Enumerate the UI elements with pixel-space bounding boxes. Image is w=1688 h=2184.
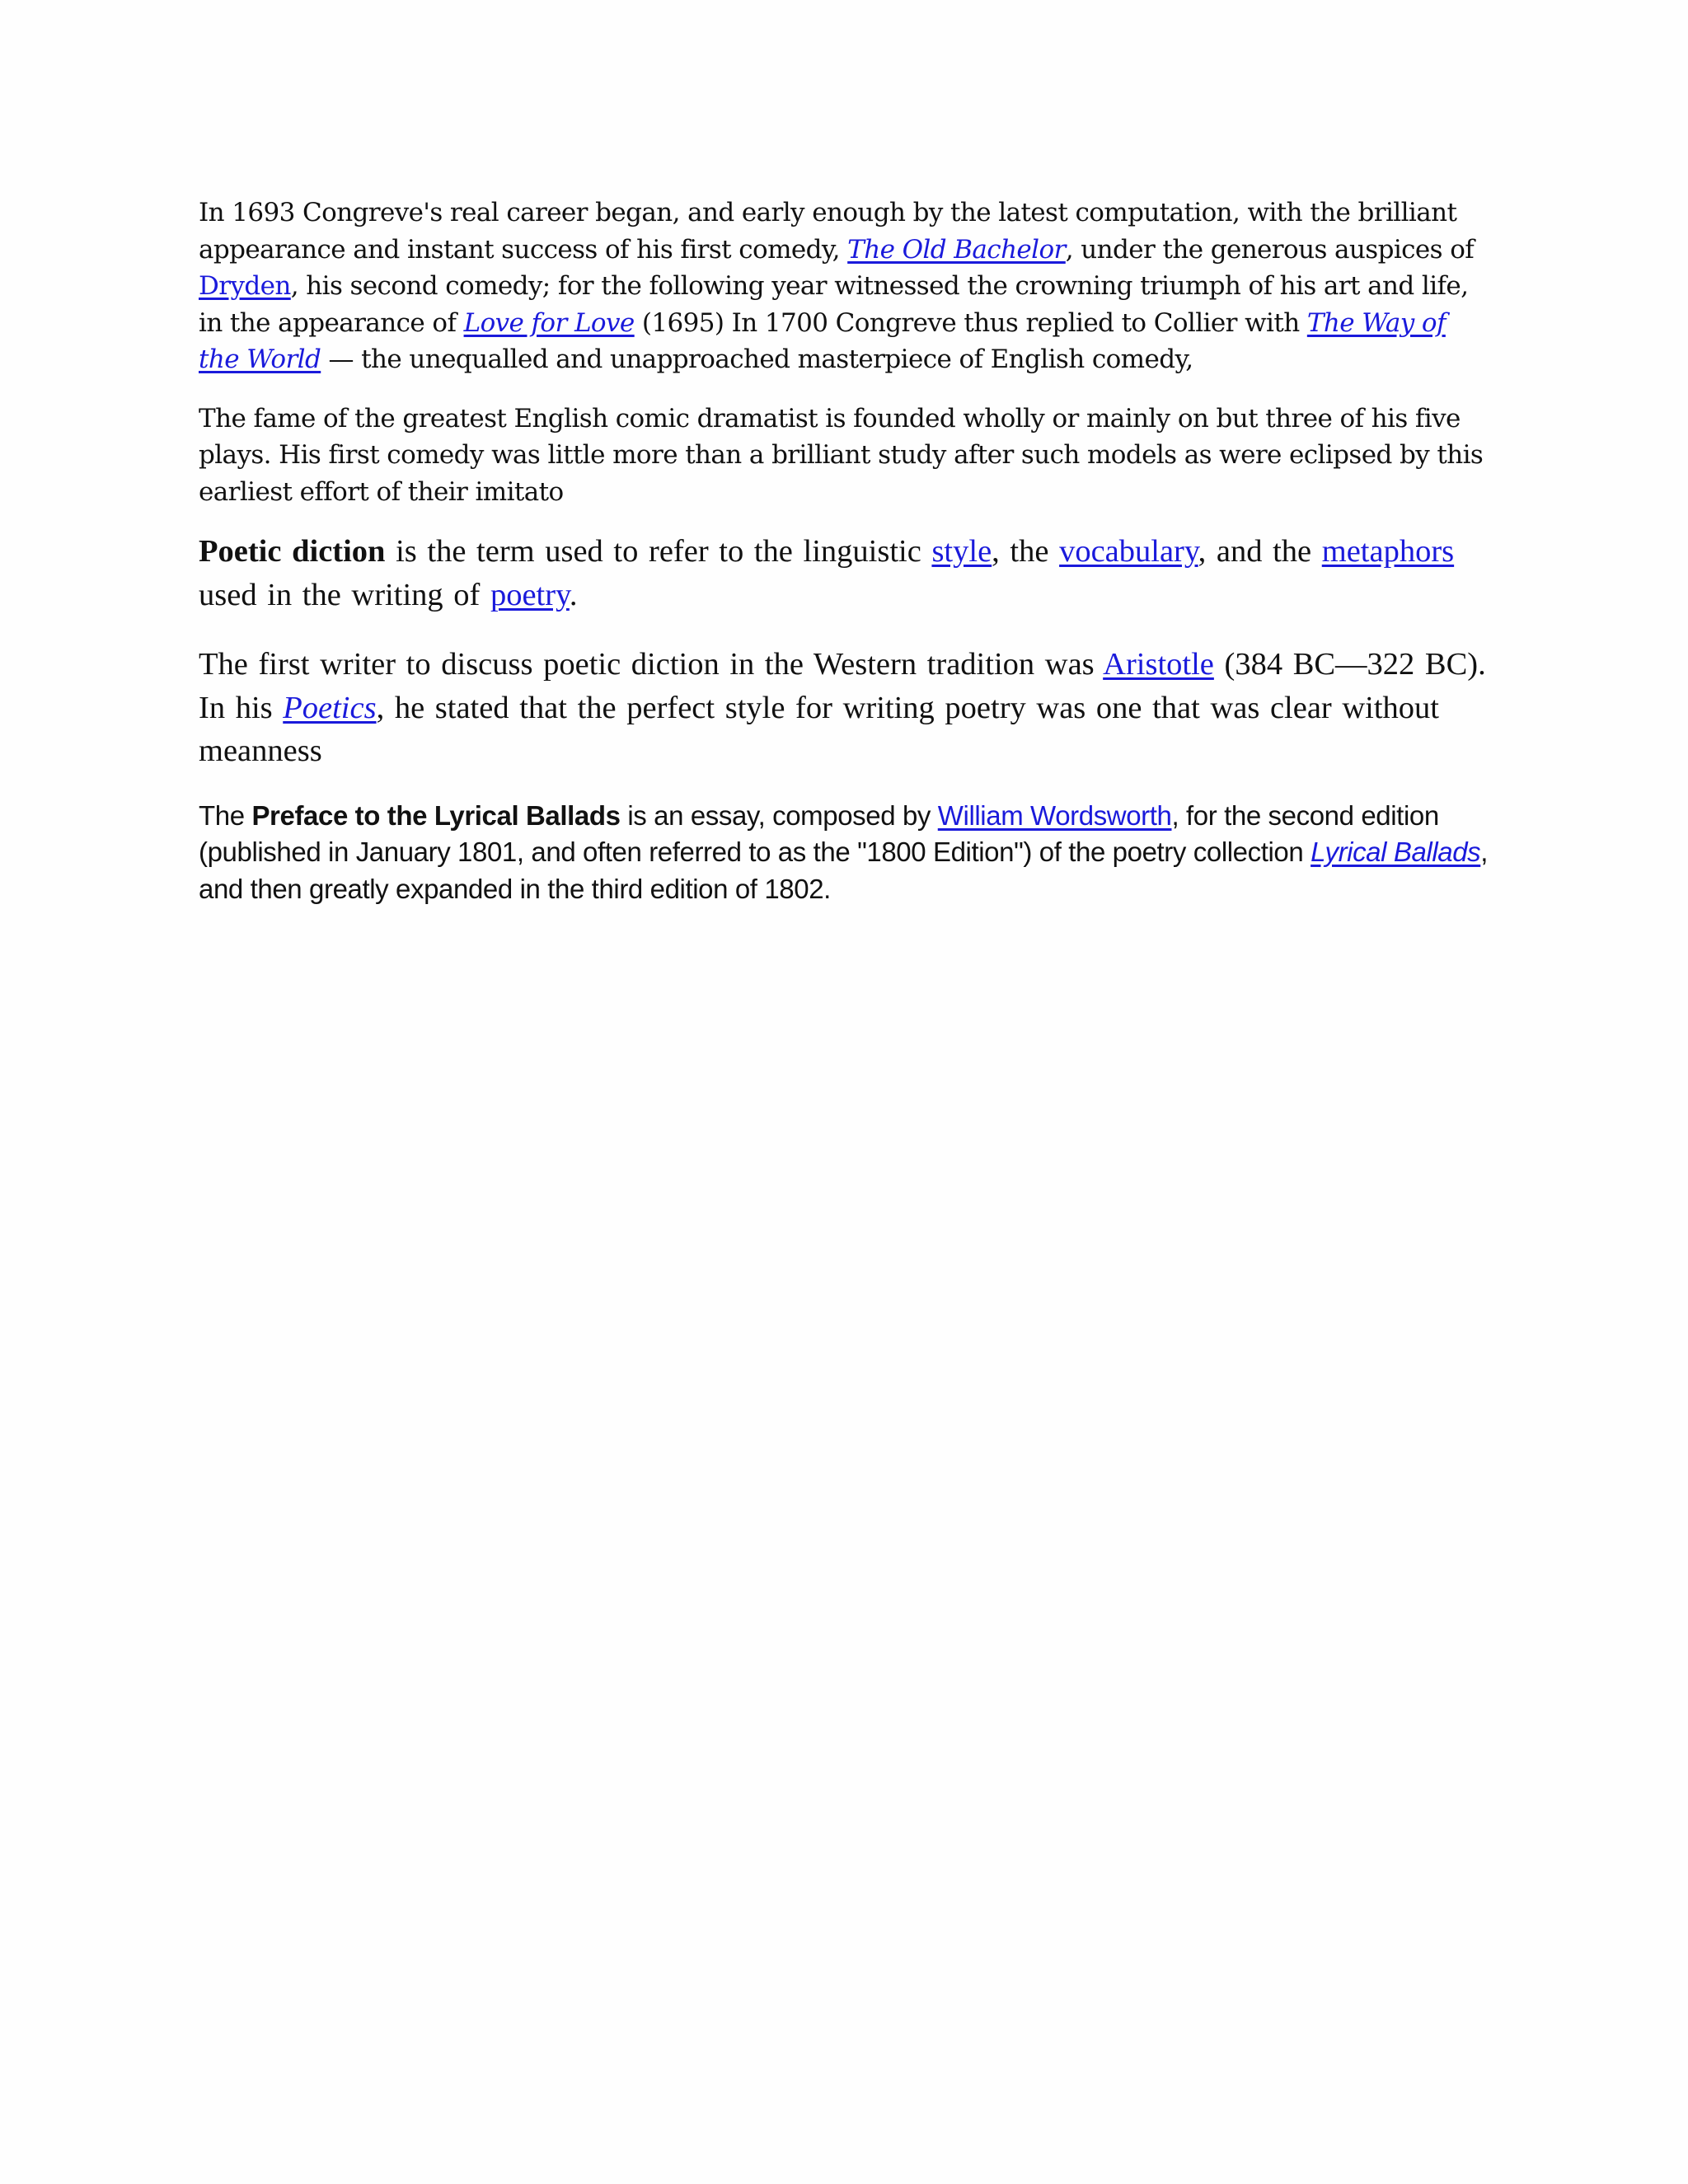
document-body [199, 194, 1493, 907]
text-run: , under the generous auspices of [1065, 234, 1475, 265]
link-aristotle[interactable]: Aristotle [1103, 647, 1214, 682]
term-poetic-diction: Poetic diction [199, 534, 386, 569]
text-run: The [199, 799, 252, 831]
text-run: The first writer to discuss poetic diction in the Western tradition was [199, 647, 1104, 682]
link-poetry[interactable]: poetry [490, 577, 570, 612]
paragraph-aristotle [199, 643, 1493, 773]
text-run: is the term used to refer to the linguistic [385, 534, 932, 569]
text-run: — the unequalled and unapproached masterpiece of English comedy, [321, 344, 1193, 374]
text-run: , his second comedy; for the following year witnessed the crowning triumph of his art and life, in the appearance of [199, 271, 1469, 338]
text-run: (1695) In 1700 Congreve thus replied to Collier with [634, 307, 1307, 338]
paragraph-congreve-fame: The fame of the greatest English comic dramatist is founded wholly or mainly on but three of his five plays. His first comedy was little more than a brilliant study after such models as were eclipsed by this earliest effort of their imitato [199, 403, 1484, 507]
term-preface-to-the-lyrical-ballads: Preface to the Lyrical Ballads [251, 799, 621, 831]
text-run: , for the second edition (published in January 1801, and often referred to as the "1800 Edition") of the poetry collection [199, 799, 1439, 867]
text-run: In 1693 Congreve's real career began, and early enough by the latest computation, with the brilliant appearance and instant success of his first comedy, [199, 198, 1457, 265]
link-style[interactable]: style [931, 534, 992, 569]
link-dryden[interactable]: Dryden [199, 271, 291, 301]
link-poetics[interactable]: Poetics [283, 690, 377, 725]
text-run: (384 BC—322 BC). In his [199, 647, 1486, 725]
link-vocabulary[interactable]: vocabulary [1059, 534, 1198, 569]
link-love-for-love[interactable]: Love for Love [463, 307, 635, 338]
link-the-way-of-the-world[interactable]: The Way of the World [199, 307, 1446, 374]
paragraph-poetic-diction [199, 530, 1493, 616]
link-the-old-bachelor[interactable]: The Old Bachelor [847, 234, 1066, 265]
text-run: is an essay, composed by [620, 799, 938, 831]
text-run: . [569, 577, 578, 612]
text-run: , he stated that the perfect style for writing poetry was one that was clear without meanness [199, 690, 1440, 768]
link-metaphors[interactable]: metaphors [1321, 534, 1455, 569]
text-run: , and then greatly expanded in the third edition of 1802. [199, 837, 1489, 904]
text-run: , and the [1198, 534, 1322, 569]
paragraph-congreve-career [199, 194, 1493, 378]
link-william-wordsworth[interactable]: William Wordsworth [937, 799, 1172, 831]
text-run: , the [992, 534, 1060, 569]
paragraph-preface-lyrical-ballads [199, 798, 1493, 908]
text-run: used in the writing of [199, 577, 490, 612]
link-lyrical-ballads[interactable]: Lyrical Ballads [1311, 837, 1481, 867]
